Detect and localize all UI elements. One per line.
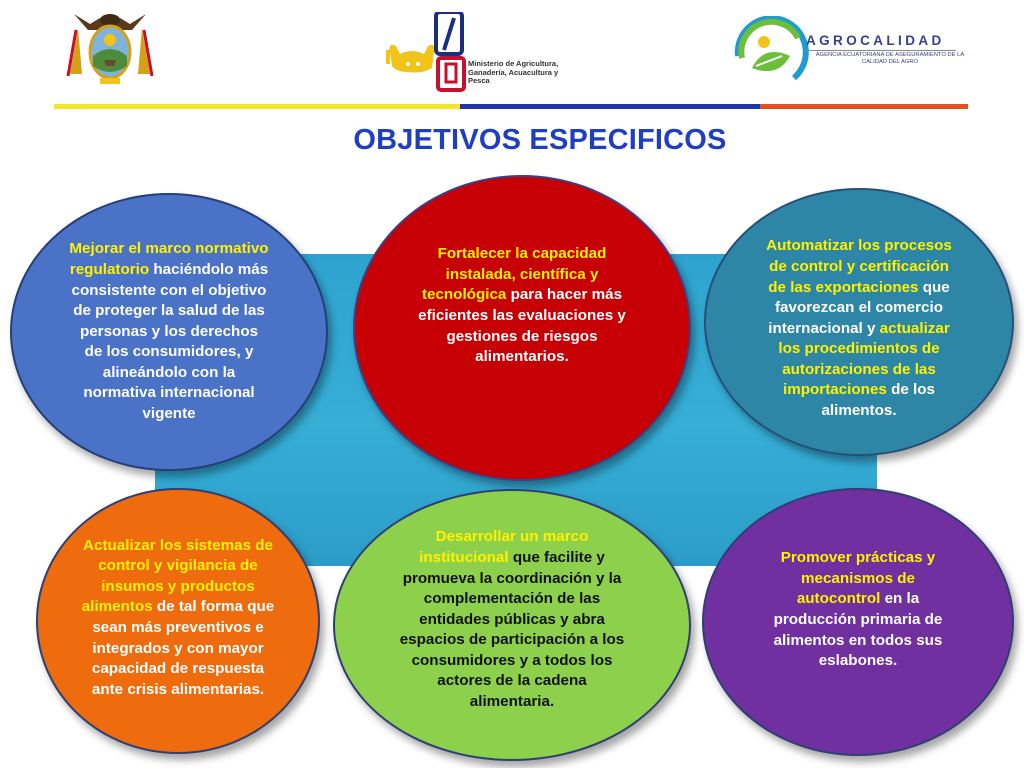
objective-body: en la producción primaria de alimentos en todos sus eslabones. xyxy=(773,590,943,670)
objective-highlight: Promover prácticas y mecanismos de autocontrol xyxy=(780,549,936,608)
ministry-logo-text: Ministerio de Agricultura, Ganadería, Acuacultura y Pesca xyxy=(468,59,559,85)
objective-body: que favorezcan el comercio internacional y xyxy=(768,278,950,337)
objective-institutional-framework xyxy=(333,489,691,761)
objective-highlight: Mejorar el marco normativo regulatorio xyxy=(69,240,269,278)
objective-regulatory-framework xyxy=(10,193,328,471)
objective-control-systems xyxy=(36,488,320,754)
header-stripe-blue xyxy=(460,104,760,109)
objective-text xyxy=(415,244,629,368)
ecuador-coat-of-arms-logo xyxy=(60,4,160,86)
objective-text xyxy=(759,236,959,421)
objective-highlight: Desarrollar un marco institucional xyxy=(419,528,589,566)
objective-automate-processes xyxy=(704,188,1014,456)
objective-body: que facilite y promueva la coordinación y la complementación de las entidades públicas y abra espacios de participación a los consumidores y a todos los actores de la cadena alimentaria. xyxy=(399,548,625,711)
objective-body: haciéndolo más consistente con el objetivo de proteger la salud de las personas y los derechos de los consumidores, y alineándolo con la normativa internacional vigente xyxy=(71,260,269,423)
agrocalidad-name: AGROCALIDAD xyxy=(806,33,945,48)
agrocalidad-divider xyxy=(806,50,956,51)
objective-text xyxy=(760,548,956,672)
objective-text xyxy=(80,536,276,701)
objective-body: para hacer más eficientes las evaluaciones y gestiones de riesgos alimentarios. xyxy=(418,286,626,366)
objective-installed-capacity xyxy=(353,175,691,481)
objective-highlight: Actualizar los sistemas de control y vigilancia de insumos y productos alimentos xyxy=(81,536,273,616)
header-stripe-red xyxy=(760,104,968,109)
header-stripe-yellow xyxy=(54,104,460,109)
objective-self-control-practices xyxy=(702,488,1014,756)
page-title: OBJETIVOS ESPECIFICOS xyxy=(353,124,727,156)
objective-body-end: de los alimentos. xyxy=(821,381,935,420)
objective-text xyxy=(69,239,269,424)
objective-highlight-2: actualizar los procedimientos de autorizaciones de las importaciones xyxy=(778,319,950,399)
objective-text xyxy=(394,527,630,712)
agrocalidad-subtitle: AGENCIA ECUATORIANA DE ASEGURAMIENTO DE LA CALIDAD DEL AGRO xyxy=(815,52,965,65)
objective-highlight: Automatizar los procesos de control y certificación de las exportaciones xyxy=(766,237,952,296)
objective-highlight: Fortalecer la capacidad instalada, científica y tecnológica xyxy=(421,245,607,304)
objective-body: de tal forma que sean más preventivos e integrados y con mayor capacidad de respuesta ante crisis alimentarias. xyxy=(91,598,275,698)
